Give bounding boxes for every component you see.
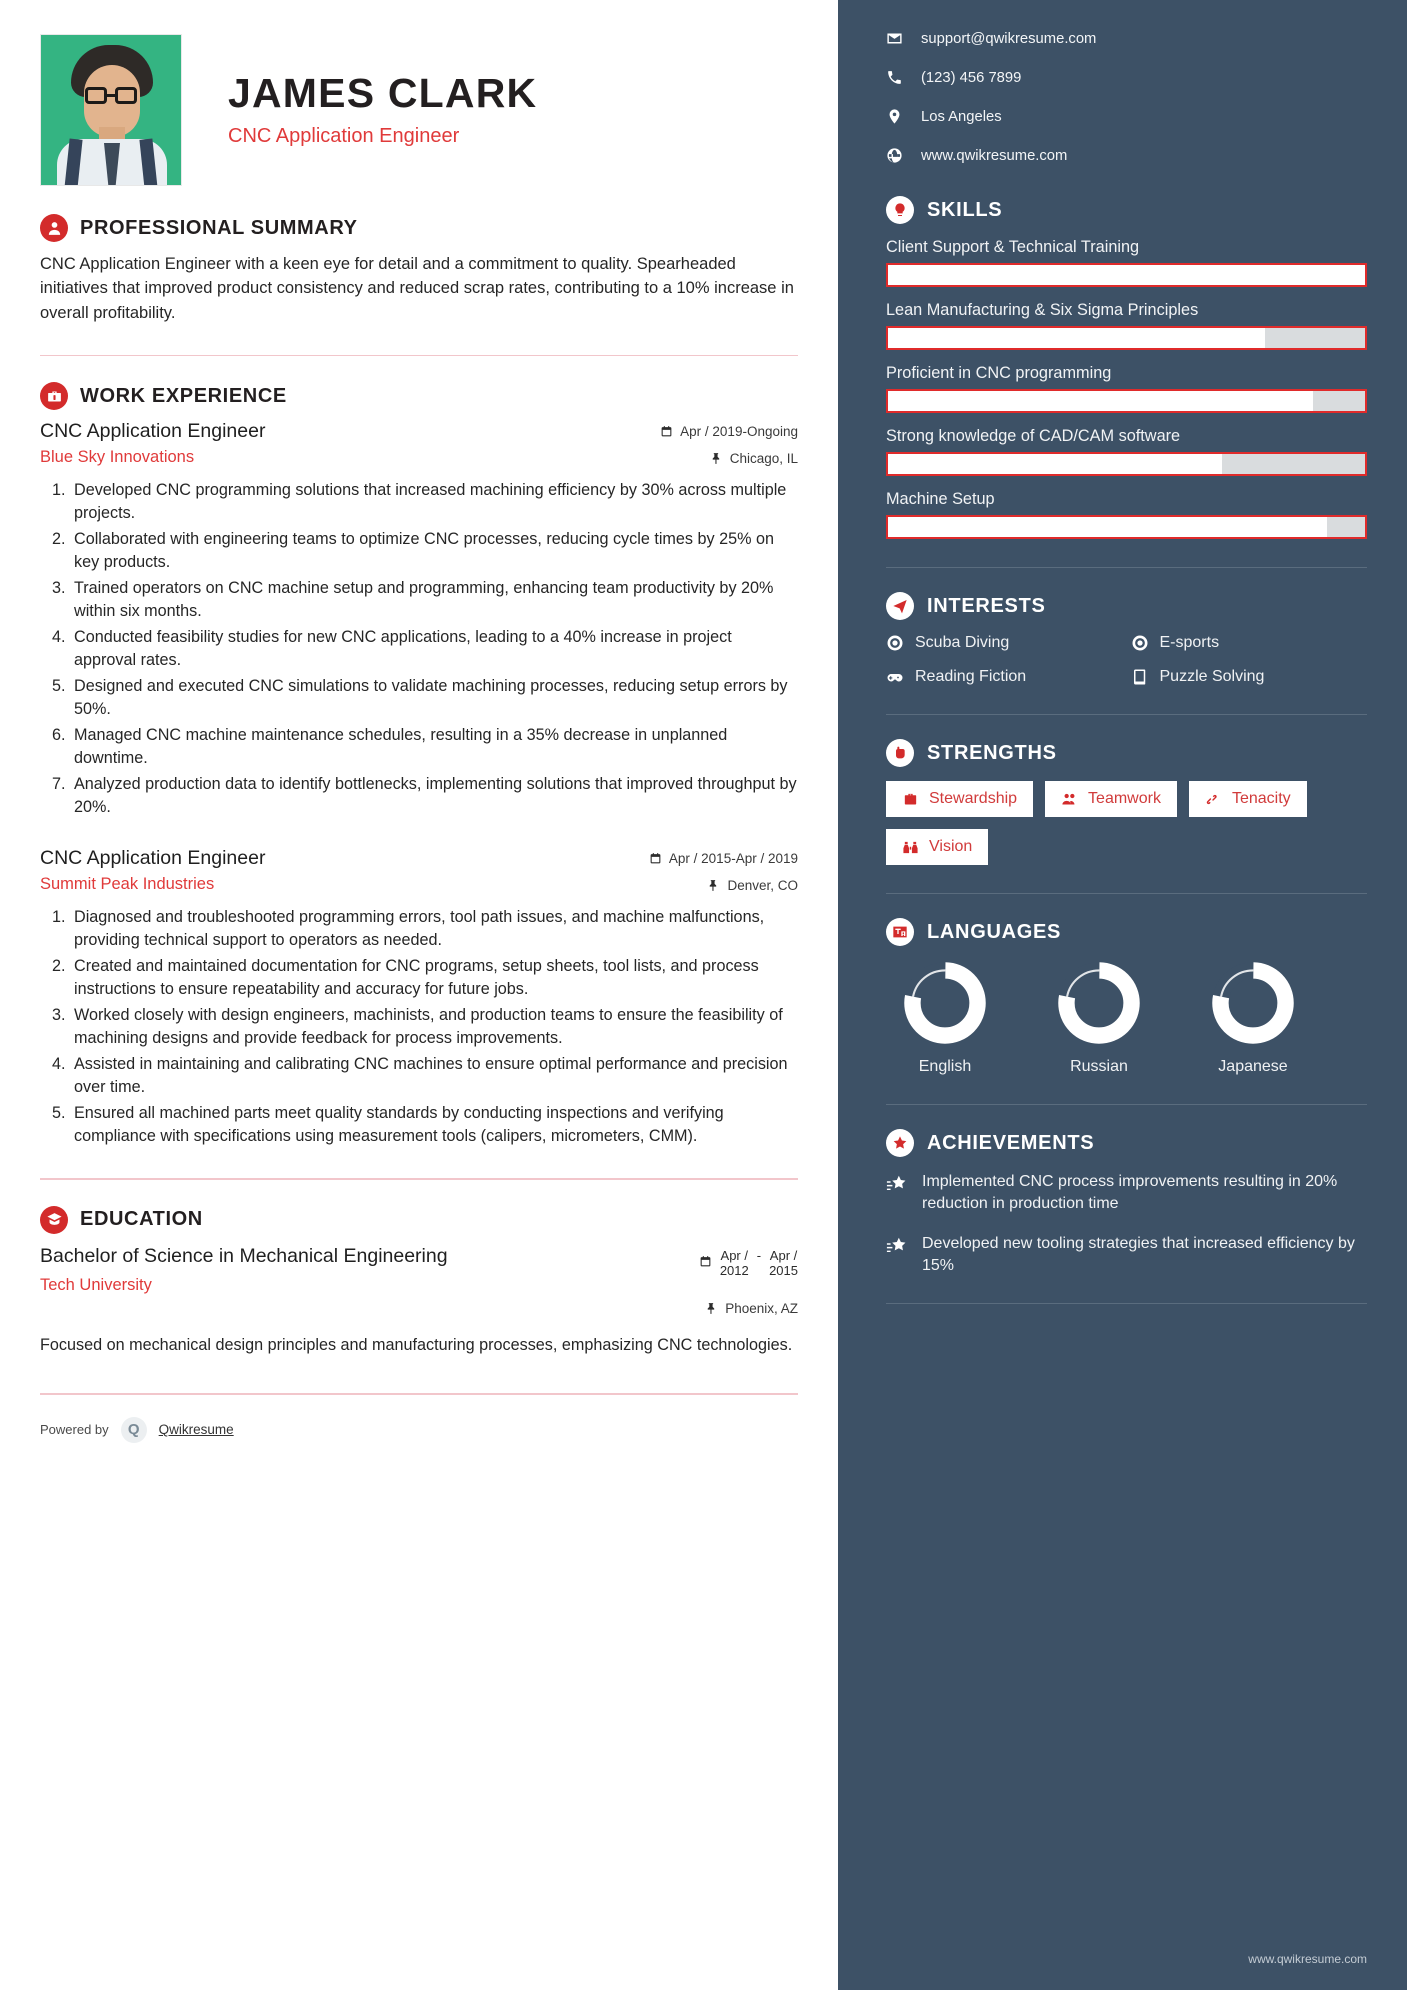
interest-item: [886, 668, 1123, 686]
sidebar-divider-4: [886, 1104, 1367, 1105]
list-item: 1. Diagnosed and troubleshooted programming errors, tool path issues, and machine malfunctions, providing technical support to operators as needed.: [70, 906, 798, 952]
education-school: Tech University: [40, 1276, 152, 1295]
education-section-header: [40, 1206, 798, 1234]
envelope-icon: [886, 30, 903, 47]
powered-by-label: Powered by: [40, 1422, 109, 1438]
skill-item: [886, 301, 1367, 350]
translate-icon: [886, 918, 914, 946]
languages-section-header: [886, 918, 1367, 946]
strengths-section-header: [886, 739, 1367, 767]
skill-progress-bar: [886, 326, 1367, 350]
education-end-month: Apr /: [769, 1247, 798, 1263]
job-location: [608, 878, 798, 893]
pin-icon: [705, 1302, 718, 1315]
fist-icon: [886, 739, 914, 767]
strength-chip: [1045, 781, 1177, 817]
section-divider-3: [40, 1393, 798, 1395]
sidebar-column: [838, 0, 1407, 1990]
job-bullets: [70, 906, 798, 1148]
skills-section-header: [886, 196, 1367, 224]
strengths-heading: STRENGTHS: [927, 741, 1057, 764]
language-item: [1194, 960, 1312, 1076]
languages-heading: LANGUAGES: [927, 920, 1062, 943]
job-title: CNC Application Engineer: [40, 847, 266, 870]
list-item: 1. Developed CNC programming solutions that increased machining efficiency by 30% across multiple projects.: [70, 479, 798, 525]
achievements-heading: ACHIEVEMENTS: [927, 1131, 1095, 1154]
globe-icon: [886, 147, 903, 164]
shooting-star-icon: [886, 1173, 908, 1195]
summary-text: CNC Application Engineer with a keen eye for detail and a commitment to quality. Spearheaded initiatives that improved product consistency and reduced scrap rates, contributing to a 10% increase in overall profitability.: [40, 255, 794, 322]
name-block: [228, 72, 537, 147]
language-donut-chart: [902, 960, 988, 1046]
skill-item: [886, 490, 1367, 539]
education-location-text: Phoenix, AZ: [725, 1300, 798, 1316]
interests-list: [886, 634, 1367, 686]
briefcase-icon: [40, 382, 68, 410]
skill-label: Proficient in CNC programming: [886, 364, 1112, 382]
paper-plane-icon: [886, 592, 914, 620]
job-dates: [608, 851, 798, 866]
achievement-text: Implemented CNC process improvements resulting in 20% reduction in production time: [922, 1173, 1338, 1212]
book-icon: [1131, 668, 1149, 686]
education-location: [608, 1301, 798, 1316]
job-company: Summit Peak Industries: [40, 875, 215, 894]
strength-label: Vision: [929, 838, 973, 855]
language-label: Russian: [1070, 1058, 1128, 1075]
skills-heading: SKILLS: [927, 198, 1003, 221]
experience-item: [40, 420, 798, 819]
skill-label: Machine Setup: [886, 490, 995, 508]
list-item: 3. Trained operators on CNC machine setup and programming, enhancing team productivity by 20% within six months.: [70, 577, 798, 623]
education-description: Focused on mechanical design principles and manufacturing processes, emphasizing CNC technologies.: [40, 1335, 793, 1354]
lifebuoy-icon: [1131, 634, 1149, 652]
pin-icon: [707, 879, 720, 892]
education-degree: Bachelor of Science in Mechanical Engineering: [40, 1244, 448, 1267]
contact-phone-text: (123) 456 7899: [921, 69, 1022, 86]
education-start-year: 2012: [719, 1263, 749, 1279]
section-divider-1: [40, 355, 798, 357]
skill-item: [886, 238, 1367, 287]
briefcase-icon: [902, 791, 919, 808]
education-heading: EDUCATION: [80, 1208, 203, 1231]
language-label: English: [918, 1058, 972, 1075]
education-start-month: Apr /: [720, 1247, 748, 1263]
job-location: [608, 451, 798, 466]
calendar-icon: [649, 852, 662, 865]
job-dates-text: Apr / 2019-Ongoing: [680, 424, 798, 440]
map-pin-icon: [886, 108, 903, 125]
list-item: 3. Worked closely with design engineers, machinists, and production teams to ensure the feasibility of machining designs and provide feedback for process improvements.: [70, 1004, 798, 1050]
qwikresume-link[interactable]: Qwikresume: [158, 1422, 234, 1438]
list-item: 6. Managed CNC machine maintenance schedules, resulting in a 35% decrease in unplanned downtime.: [70, 724, 798, 770]
strengths-list: [886, 781, 1367, 865]
interests-heading: INTERESTS: [927, 594, 1046, 617]
lightbulb-icon: [886, 196, 914, 224]
strength-label: Teamwork: [1088, 790, 1161, 807]
contact-website[interactable]: [886, 147, 1367, 164]
job-bullets: [70, 479, 798, 819]
pin-icon: [710, 452, 723, 465]
calendar-icon: [660, 425, 673, 438]
skill-item: [886, 364, 1367, 413]
languages-list: [886, 960, 1367, 1076]
interest-label: E-sports: [1159, 634, 1220, 651]
list-item: 2. Collaborated with engineering teams to optimize CNC processes, reducing cycle times by 25% on key products.: [70, 528, 798, 574]
sidebar-divider-5: [886, 1303, 1367, 1304]
graduation-icon: [40, 1206, 68, 1234]
interest-label: Scuba Diving: [915, 634, 1010, 651]
skill-item: [886, 427, 1367, 476]
experience-section-header: [40, 382, 798, 410]
education-item: [40, 1244, 798, 1358]
phone-icon: [886, 69, 903, 86]
job-location-text: Chicago, IL: [729, 451, 798, 467]
interest-item: [886, 634, 1123, 652]
list-item: 2. Created and maintained documentation for CNC programs, setup sheets, tool lists, and process instructions to ensure repeatability and accuracy for future jobs.: [70, 955, 798, 1001]
contact-location: [886, 108, 1367, 125]
strength-chip: [886, 781, 1033, 817]
link-icon: [1205, 791, 1222, 808]
candidate-name: JAMES CLARK: [228, 70, 538, 117]
interest-item: [1131, 634, 1368, 652]
list-item: 4. Conducted feasibility studies for new CNC applications, leading to a 40% increase in project approval rates.: [70, 626, 798, 672]
summary-heading: PROFESSIONAL SUMMARY: [80, 216, 358, 239]
interest-label: Puzzle Solving: [1159, 668, 1265, 685]
list-item: 5. Designed and executed CNC simulations to validate machining processes, reducing setup errors by 50%.: [70, 675, 798, 721]
job-company: Blue Sky Innovations: [40, 448, 195, 467]
summary-section-header: [40, 214, 798, 242]
skill-progress-bar: [886, 515, 1367, 539]
skill-label: Client Support & Technical Training: [886, 238, 1140, 256]
star-icon: [886, 1129, 914, 1157]
contact-email-text: support@qwikresume.com: [921, 30, 1097, 47]
language-donut-chart: [1056, 960, 1142, 1046]
contact-email[interactable]: [886, 30, 1367, 47]
strength-chip: [1189, 781, 1307, 817]
calendar-icon: [699, 1255, 712, 1268]
interest-item: [1131, 668, 1368, 686]
interests-section-header: [886, 592, 1367, 620]
skill-progress-bar: [886, 263, 1367, 287]
achievement-item: [886, 1171, 1367, 1215]
strength-label: Stewardship: [929, 790, 1018, 807]
strength-label: Tenacity: [1231, 790, 1291, 807]
candidate-role: CNC Application Engineer: [228, 124, 460, 147]
job-location-text: Denver, CO: [727, 878, 798, 894]
lifebuoy-icon: [886, 634, 904, 652]
sidebar-footer-site: www.qwikresume.com: [1248, 1952, 1367, 1966]
profile-photo: [40, 34, 182, 186]
interest-label: Reading Fiction: [915, 668, 1027, 685]
section-divider-2: [40, 1178, 798, 1180]
job-title: CNC Application Engineer: [40, 420, 266, 443]
person-icon: [40, 214, 68, 242]
gamepad-icon: [886, 668, 904, 686]
contact-location-text: Los Angeles: [921, 108, 1002, 125]
qwikresume-logo-icon: Q: [121, 1417, 147, 1443]
binoculars-icon: [902, 839, 919, 856]
left-footer: [40, 1417, 798, 1467]
job-dates-text: Apr / 2015-Apr / 2019: [668, 851, 798, 867]
skill-progress-bar: [886, 389, 1367, 413]
language-item: [1040, 960, 1158, 1076]
experience-item: [40, 847, 798, 1148]
sidebar-divider-3: [886, 893, 1367, 894]
achievement-text: Developed new tooling strategies that increased efficiency by 15%: [922, 1234, 1355, 1274]
achievement-item: [886, 1233, 1367, 1277]
skill-progress-bar: [886, 452, 1367, 476]
date-range-dash: -: [756, 1247, 762, 1263]
list-item: 7. Analyzed production data to identify bottlenecks, implementing solutions that improved throughput by 20%.: [70, 773, 798, 819]
job-dates: [608, 424, 798, 439]
resume-header: [40, 34, 798, 186]
list-item: 4. Assisted in maintaining and calibrating CNC machines to ensure optimal performance and precision over time.: [70, 1053, 798, 1099]
contact-phone[interactable]: [886, 69, 1367, 86]
people-icon: [1061, 791, 1078, 808]
language-label: Japanese: [1218, 1058, 1288, 1075]
achievements-section-header: [886, 1129, 1367, 1157]
sidebar-divider-2: [886, 714, 1367, 715]
contact-website-text: www.qwikresume.com: [921, 147, 1068, 164]
education-end-year: 2015: [769, 1263, 798, 1279]
experience-heading: WORK EXPERIENCE: [80, 384, 287, 407]
skill-label: Lean Manufacturing & Six Sigma Principles: [886, 301, 1199, 319]
shooting-star-icon: [886, 1235, 908, 1257]
sidebar-divider-1: [886, 567, 1367, 568]
skill-label: Strong knowledge of CAD/CAM software: [886, 427, 1181, 445]
language-item: [886, 960, 1004, 1076]
strength-chip: [886, 829, 988, 865]
list-item: 5. Ensured all machined parts meet quality standards by conducting inspections and verifying compliance with specifications using measurement tools (calipers, micrometers, CMM).: [70, 1102, 798, 1148]
education-dates: [608, 1248, 798, 1279]
language-donut-chart: [1210, 960, 1296, 1046]
